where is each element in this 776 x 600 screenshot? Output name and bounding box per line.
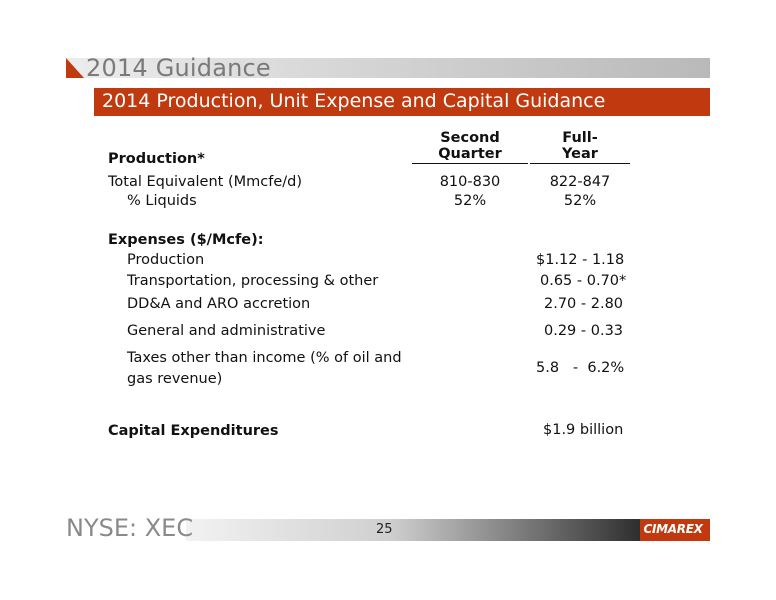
row-label-taxes-line1: Taxes other than income (% of oil and bbox=[127, 350, 402, 366]
row-label-liquids: % Liquids bbox=[127, 193, 197, 209]
row-fy-g-and-a: 0.29 - 0.33 bbox=[544, 323, 624, 339]
capex-label: Capital Expenditures bbox=[108, 423, 279, 439]
company-logo-text: CIMAREX bbox=[643, 522, 703, 536]
capex-value: $1.9 billion bbox=[543, 422, 624, 438]
row-fy-dda: 2.70 - 2.80 bbox=[544, 296, 624, 312]
section-banner bbox=[94, 88, 710, 116]
row-label-transportation: Transportation, processing & other bbox=[127, 273, 379, 289]
footer-bar bbox=[186, 519, 640, 541]
footer-ticker: NYSE: XEC bbox=[66, 514, 194, 542]
row-fy-taxes: 5.8 - 6.2% bbox=[536, 360, 625, 376]
production-heading: Production* bbox=[108, 151, 205, 167]
row-label-total-equivalent: Total Equivalent (Mmcfe/d) bbox=[108, 174, 302, 190]
row-q2-total-equivalent: 810-830 bbox=[439, 174, 501, 190]
row-fy-production-expense: $1.12 - 1.18 bbox=[536, 252, 625, 268]
company-logo bbox=[640, 519, 710, 541]
column-header-full-year: Full-Year bbox=[530, 130, 630, 164]
page-number: 25 bbox=[376, 522, 393, 537]
slide-title: 2014 Guidance bbox=[86, 54, 271, 82]
header-accent-triangle bbox=[66, 58, 84, 78]
row-fy-liquids: 52% bbox=[563, 193, 597, 209]
row-label-production-expense: Production bbox=[127, 252, 205, 268]
row-label-dda: DD&A and ARO accretion bbox=[127, 296, 311, 312]
expenses-heading: Expenses ($/Mcfe): bbox=[108, 232, 264, 248]
section-banner-title: 2014 Production, Unit Expense and Capital Guidance bbox=[102, 90, 606, 112]
row-q2-liquids: 52% bbox=[453, 193, 487, 209]
row-fy-transportation: 0.65 - 0.70* bbox=[540, 273, 627, 289]
column-header-second-quarter: Second Quarter bbox=[412, 130, 528, 164]
row-label-taxes-line2: gas revenue) bbox=[127, 371, 223, 387]
row-fy-total-equivalent: 822-847 bbox=[549, 174, 611, 190]
row-label-g-and-a: General and administrative bbox=[127, 323, 326, 339]
